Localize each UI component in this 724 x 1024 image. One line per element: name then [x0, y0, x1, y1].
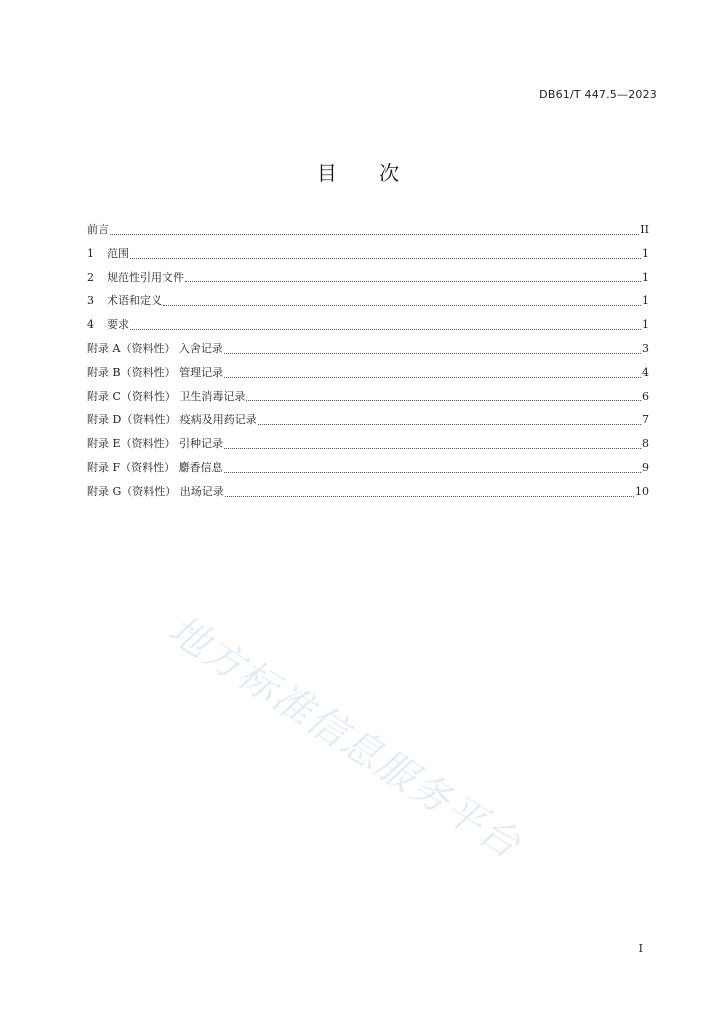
toc-entry-page: 10: [635, 484, 649, 498]
table-of-contents: [87, 218, 649, 504]
toc-entry[interactable]: [87, 408, 649, 432]
toc-entry[interactable]: [87, 480, 649, 504]
toc-entry-label: 附录 F（资料性） 麝香信息: [87, 460, 223, 474]
toc-entry[interactable]: [87, 313, 649, 337]
document-code: DB61/T 447.5—2023: [539, 88, 657, 101]
toc-entry[interactable]: [87, 432, 649, 456]
toc-entry-text: 术语和定义: [107, 294, 162, 308]
toc-title: 目 次: [316, 161, 418, 185]
toc-entry-label: [87, 266, 184, 290]
toc-entry-page: 7: [642, 413, 649, 427]
toc-leader-dots: [185, 280, 641, 282]
toc-entry-text: 规范性引用文件: [107, 270, 184, 284]
toc-entry-page: 1: [642, 318, 649, 332]
toc-entry-text: 要求: [107, 318, 129, 332]
toc-entry-page: 8: [642, 437, 649, 451]
toc-entry[interactable]: [87, 242, 649, 266]
page-number: I: [638, 942, 643, 955]
toc-entry-label: 附录 E（资料性） 引种记录: [87, 437, 224, 451]
toc-entry[interactable]: [87, 266, 649, 290]
toc-entry-page: 4: [642, 365, 649, 379]
toc-entry-number: 2: [87, 270, 94, 284]
toc-leader-dots: [225, 495, 634, 497]
toc-entry[interactable]: [87, 456, 649, 480]
toc-entry-label: [87, 313, 129, 337]
toc-leader-dots: [224, 447, 641, 449]
toc-leader-dots: [130, 257, 641, 259]
toc-entry-number: 3: [87, 294, 94, 308]
toc-leader-dots: [130, 328, 641, 330]
toc-entry-page: II: [640, 223, 649, 236]
toc-leader-dots: [224, 471, 641, 473]
toc-leader-dots: [246, 399, 641, 401]
toc-leader-dots: [163, 304, 641, 306]
toc-entry-number: 4: [87, 318, 94, 332]
toc-entry[interactable]: [87, 337, 649, 361]
toc-leader-dots: [258, 423, 641, 425]
toc-entry-label: 附录 A（资料性） 入舍记录: [87, 341, 223, 355]
toc-entry-page: 1: [642, 270, 649, 284]
toc-entry-label: 附录 D（资料性） 疫病及用药记录: [87, 413, 257, 427]
toc-entry[interactable]: [87, 361, 649, 385]
toc-leader-dots: [224, 352, 641, 354]
toc-entry-number: 1: [87, 246, 94, 260]
toc-entry-label: 附录 G（资料性） 出场记录: [87, 484, 224, 498]
toc-leader-dots: [110, 233, 639, 235]
toc-entry[interactable]: [87, 218, 649, 242]
toc-entry-label: [87, 242, 129, 266]
toc-entry-page: 3: [642, 341, 649, 355]
toc-entry-page: 1: [642, 246, 649, 260]
toc-entry-label: 前言: [87, 223, 109, 236]
toc-entry-label: 附录 C（资料性） 卫生消毒记录: [87, 389, 246, 403]
toc-leader-dots: [224, 376, 641, 378]
toc-entry-page: 9: [642, 460, 649, 474]
toc-entry-label: [87, 289, 162, 313]
watermark: 地方标准信息服务平台: [160, 607, 529, 869]
toc-entry-page: 1: [642, 294, 649, 308]
toc-entry-text: 范围: [107, 246, 129, 260]
toc-entry-label: 附录 B（资料性） 管理记录: [87, 365, 224, 379]
toc-entry-page: 6: [642, 389, 649, 403]
toc-entry[interactable]: [87, 385, 649, 409]
toc-entry[interactable]: [87, 289, 649, 313]
